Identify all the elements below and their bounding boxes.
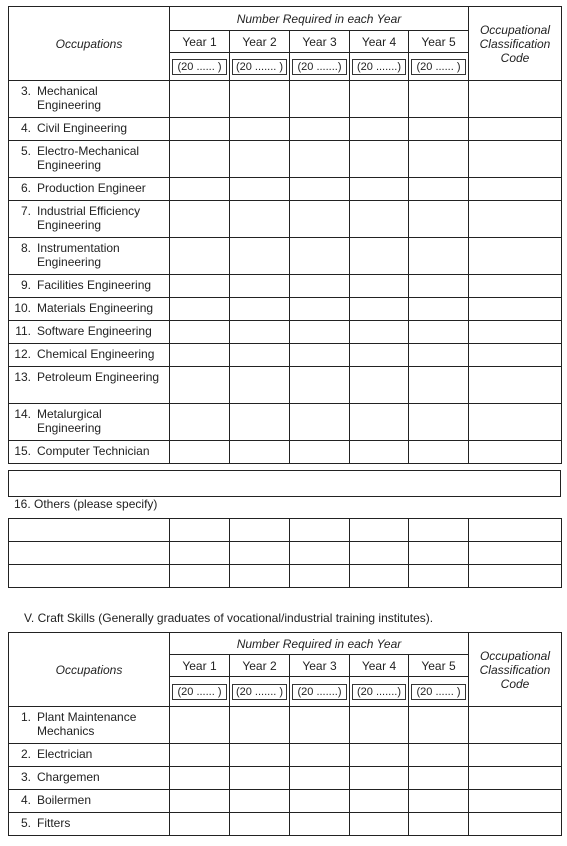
section-v-heading: V. Craft Skills (Generally graduates of vocational/industrial training institutes). [24, 611, 434, 625]
classification-code-cell[interactable] [469, 813, 562, 836]
year-1-entry-cell[interactable] [170, 707, 230, 744]
occupation-label: Chargemen [37, 770, 100, 784]
occupation-label: Mechanical Engineering [37, 84, 102, 112]
row-number: 5. [20, 816, 31, 830]
year-1-entry-cell[interactable] [170, 81, 230, 118]
year-2-fill-text: (20 ....... ) [232, 684, 287, 700]
year-3-entry-cell[interactable] [290, 141, 350, 178]
year-2-input[interactable] [230, 677, 290, 707]
occupation-label: Computer Technician [37, 444, 150, 458]
year-5-entry-cell[interactable] [409, 321, 469, 344]
year-2-entry-cell[interactable] [230, 404, 290, 441]
occupation-label: Boilermen [37, 793, 92, 807]
row-number: 14. [14, 407, 31, 421]
classification-code-cell[interactable] [469, 707, 562, 744]
year-3-entry-cell[interactable] [290, 404, 350, 441]
year-3-entry-cell[interactable] [290, 744, 350, 767]
year-1-entry-cell[interactable] [170, 744, 230, 767]
year-1-entry-cell[interactable] [170, 813, 230, 836]
year-1-input[interactable] [170, 677, 230, 707]
classification-code-cell[interactable] [469, 141, 562, 178]
others-specify-cell[interactable] [9, 565, 170, 588]
year-4-entry-cell[interactable] [350, 790, 409, 813]
year-1-fill-text: (20 ...... ) [172, 684, 227, 700]
others-label: 16. Others (please specify) [14, 497, 158, 511]
year-1-entry-cell[interactable] [170, 790, 230, 813]
year-2-entry-cell[interactable] [230, 707, 290, 744]
classification-code-cell[interactable] [469, 321, 562, 344]
year-1-entry-cell[interactable] [170, 565, 230, 588]
year-4-entry-cell[interactable] [350, 707, 409, 744]
classification-code-cell[interactable] [469, 275, 562, 298]
occupation-label-cell [9, 141, 170, 178]
year-4-entry-cell[interactable] [350, 344, 409, 367]
table-row [9, 238, 562, 275]
year-4-entry-cell[interactable] [350, 744, 409, 767]
occupation-label-cell [9, 767, 170, 790]
year-3-entry-cell[interactable] [290, 367, 350, 404]
occupation-label: Electrician [37, 747, 93, 761]
year-5-entry-cell[interactable] [409, 519, 469, 542]
year-5-entry-cell[interactable] [409, 744, 469, 767]
year-4-entry-cell[interactable] [350, 201, 409, 238]
year-5-entry-cell[interactable] [409, 790, 469, 813]
row-number: 8. [20, 241, 31, 255]
others-row [9, 519, 562, 542]
occupational-classification-code-header: Occupational Classification Code [469, 7, 562, 81]
year-3-entry-cell[interactable] [290, 275, 350, 298]
year-5-entry-cell[interactable] [409, 118, 469, 141]
row-number: 11. [15, 324, 31, 338]
table-row [9, 275, 562, 298]
occupations-table-craft [8, 632, 562, 836]
year-4-entry-cell[interactable] [350, 519, 409, 542]
table-row [9, 767, 562, 790]
occupation-label-cell [9, 441, 170, 464]
year-5-fill-text: (20 ...... ) [411, 684, 466, 700]
blank-row-table [8, 470, 561, 497]
year-1-entry-cell[interactable] [170, 118, 230, 141]
year-1-entry-cell[interactable] [170, 542, 230, 565]
year-4-input[interactable] [350, 677, 409, 707]
occupation-label-cell [9, 238, 170, 275]
year-5-entry-cell[interactable] [409, 813, 469, 836]
year-3-entry-cell[interactable] [290, 441, 350, 464]
classification-code-cell[interactable] [469, 404, 562, 441]
year-2-entry-cell[interactable] [230, 141, 290, 178]
occupation-label-cell [9, 707, 170, 744]
others-row [9, 542, 562, 565]
table-row [9, 367, 562, 404]
year-2-entry-cell[interactable] [230, 367, 290, 404]
year-5-entry-cell[interactable] [409, 298, 469, 321]
occupation-label-cell [9, 118, 170, 141]
table-row [9, 321, 562, 344]
classification-code-cell[interactable] [469, 344, 562, 367]
year-1-entry-cell[interactable] [170, 767, 230, 790]
classification-code-cell[interactable] [469, 767, 562, 790]
classification-code-cell[interactable] [469, 744, 562, 767]
occupations-header: Occupations [9, 7, 170, 81]
occupation-label: Instrumentation Engineering [37, 241, 120, 269]
table-row [9, 744, 562, 767]
year-2-entry-cell[interactable] [230, 441, 290, 464]
occupation-label-cell [9, 81, 170, 118]
year-2-fill-text: (20 ....... ) [232, 59, 287, 75]
year-2-entry-cell[interactable] [230, 565, 290, 588]
year-5-entry-cell[interactable] [409, 141, 469, 178]
year-5-entry-cell[interactable] [409, 404, 469, 441]
year-3-entry-cell[interactable] [290, 178, 350, 201]
year-4-entry-cell[interactable] [350, 298, 409, 321]
year-2-entry-cell[interactable] [230, 542, 290, 565]
year-3-entry-cell[interactable] [290, 707, 350, 744]
year-5-entry-cell[interactable] [409, 767, 469, 790]
occupation-label-cell [9, 298, 170, 321]
others-specify-cell[interactable] [9, 519, 170, 542]
year-3-entry-cell[interactable] [290, 321, 350, 344]
occupation-label-cell [9, 367, 170, 404]
year-2-entry-cell[interactable] [230, 118, 290, 141]
year-5-input[interactable] [409, 677, 469, 707]
year-1-entry-cell[interactable] [170, 141, 230, 178]
row-number: 1. [20, 710, 31, 724]
year-1-input[interactable] [170, 53, 230, 81]
classification-code-cell[interactable] [469, 790, 562, 813]
year-4-entry-cell[interactable] [350, 118, 409, 141]
table-row [9, 201, 562, 238]
year-3-entry-cell[interactable] [290, 81, 350, 118]
year-4-entry-cell[interactable] [350, 81, 409, 118]
year-2-entry-cell[interactable] [230, 201, 290, 238]
number-required-header: Number Required in each Year [170, 7, 469, 31]
row-number: 12. [14, 347, 31, 361]
year-3-fill-text: (20 .......) [292, 684, 347, 700]
others-table [8, 518, 562, 588]
year-5-fill-text: (20 ...... ) [411, 59, 466, 75]
number-required-header: Number Required in each Year [170, 633, 469, 655]
table-row [9, 441, 562, 464]
row-number: 3. [20, 84, 31, 98]
occupation-label: Chemical Engineering [37, 347, 155, 361]
year-5-entry-cell[interactable] [409, 367, 469, 404]
row-number: 5. [20, 144, 31, 158]
year-4-input[interactable] [350, 53, 409, 81]
year-3-fill-text: (20 .......) [292, 59, 347, 75]
table-row [9, 141, 562, 178]
year-2-entry-cell[interactable] [230, 813, 290, 836]
occupations-table-engineering [8, 6, 562, 464]
year-4-fill-text: (20 .......) [352, 59, 406, 75]
year-3-entry-cell[interactable] [290, 201, 350, 238]
occupation-label: Metalurgical Engineering [37, 407, 102, 435]
year-1-header: Year 1 [170, 31, 230, 53]
row-number: 4. [20, 793, 31, 807]
year-4-entry-cell[interactable] [350, 178, 409, 201]
row-number: 7. [20, 204, 31, 218]
year-5-entry-cell[interactable] [409, 565, 469, 588]
year-4-header: Year 4 [350, 655, 409, 677]
row-number: 13. [14, 370, 31, 384]
year-5-entry-cell[interactable] [409, 707, 469, 744]
year-3-entry-cell[interactable] [290, 790, 350, 813]
year-2-entry-cell[interactable] [230, 744, 290, 767]
year-4-entry-cell[interactable] [350, 542, 409, 565]
year-5-entry-cell[interactable] [409, 81, 469, 118]
others-specify-cell[interactable] [9, 542, 170, 565]
year-1-entry-cell[interactable] [170, 201, 230, 238]
year-3-input[interactable] [290, 677, 350, 707]
year-1-entry-cell[interactable] [170, 178, 230, 201]
occupation-label: Materials Engineering [37, 301, 154, 315]
year-1-entry-cell[interactable] [170, 321, 230, 344]
occupations-header: Occupations [9, 633, 170, 707]
year-5-entry-cell[interactable] [409, 542, 469, 565]
occupation-label-cell [9, 790, 170, 813]
year-4-entry-cell[interactable] [350, 367, 409, 404]
year-1-header: Year 1 [170, 655, 230, 677]
year-4-entry-cell[interactable] [350, 141, 409, 178]
year-2-entry-cell[interactable] [230, 790, 290, 813]
year-2-entry-cell[interactable] [230, 178, 290, 201]
table-row [9, 118, 562, 141]
year-4-entry-cell[interactable] [350, 404, 409, 441]
year-4-entry-cell[interactable] [350, 565, 409, 588]
year-2-entry-cell[interactable] [230, 81, 290, 118]
classification-code-cell[interactable] [469, 238, 562, 275]
occupation-label: Software Engineering [37, 324, 152, 338]
year-2-entry-cell[interactable] [230, 298, 290, 321]
table-row [9, 81, 562, 118]
row-number: 2. [20, 747, 31, 761]
year-5-header: Year 5 [409, 655, 469, 677]
classification-code-cell[interactable] [469, 542, 562, 565]
classification-code-cell[interactable] [469, 519, 562, 542]
year-5-entry-cell[interactable] [409, 344, 469, 367]
year-5-entry-cell[interactable] [409, 275, 469, 298]
row-number: 4. [20, 121, 31, 135]
year-1-entry-cell[interactable] [170, 441, 230, 464]
year-3-entry-cell[interactable] [290, 767, 350, 790]
occupation-label-cell [9, 344, 170, 367]
occupation-label-cell [9, 744, 170, 767]
occupation-label: Electro-Mechanical Engineering [37, 144, 140, 172]
year-3-entry-cell[interactable] [290, 298, 350, 321]
year-3-header: Year 3 [290, 31, 350, 53]
year-2-entry-cell[interactable] [230, 767, 290, 790]
year-4-header: Year 4 [350, 31, 409, 53]
year-3-header: Year 3 [290, 655, 350, 677]
year-2-entry-cell[interactable] [230, 321, 290, 344]
year-2-entry-cell[interactable] [230, 519, 290, 542]
row-number: 9. [20, 278, 31, 292]
classification-code-cell[interactable] [469, 118, 562, 141]
year-1-entry-cell[interactable] [170, 275, 230, 298]
occupational-classification-code-header: Occupational Classification Code [469, 633, 562, 707]
year-4-entry-cell[interactable] [350, 238, 409, 275]
classification-code-cell[interactable] [469, 298, 562, 321]
occupation-label: Fitters [37, 816, 71, 830]
occupation-label: Production Engineer [37, 181, 146, 195]
occupation-label: Plant Maintenance Mechanics [37, 710, 137, 738]
year-1-entry-cell[interactable] [170, 238, 230, 275]
occupation-label-cell [9, 404, 170, 441]
row-number: 6. [20, 181, 31, 195]
occupation-label-cell [9, 178, 170, 201]
year-4-entry-cell[interactable] [350, 275, 409, 298]
table-row [9, 790, 562, 813]
row-number: 3. [20, 770, 31, 784]
occupation-label: Petroleum Engineering [37, 370, 160, 384]
classification-code-cell[interactable] [469, 178, 562, 201]
year-2-entry-cell[interactable] [230, 238, 290, 275]
classification-code-cell[interactable] [469, 441, 562, 464]
occupation-label-cell [9, 813, 170, 836]
year-1-entry-cell[interactable] [170, 344, 230, 367]
others-row [9, 565, 562, 588]
occupation-label: Industrial Efficiency Engineering [37, 204, 141, 232]
occupation-label-cell [9, 201, 170, 238]
table-row [9, 178, 562, 201]
year-4-entry-cell[interactable] [350, 441, 409, 464]
year-3-entry-cell[interactable] [290, 565, 350, 588]
year-2-header: Year 2 [230, 31, 290, 53]
year-3-entry-cell[interactable] [290, 519, 350, 542]
year-1-entry-cell[interactable] [170, 298, 230, 321]
table-row [9, 344, 562, 367]
classification-code-cell[interactable] [469, 565, 562, 588]
table-row [9, 298, 562, 321]
year-5-input[interactable] [409, 53, 469, 81]
occupation-label: Facilities Engineering [37, 278, 152, 292]
classification-code-cell[interactable] [469, 81, 562, 118]
classification-code-cell[interactable] [469, 201, 562, 238]
table-row [9, 813, 562, 836]
year-2-header: Year 2 [230, 655, 290, 677]
row-number: 15. [14, 444, 31, 458]
year-5-entry-cell[interactable] [409, 201, 469, 238]
year-4-entry-cell[interactable] [350, 813, 409, 836]
year-3-entry-cell[interactable] [290, 238, 350, 275]
year-4-fill-text: (20 .......) [352, 684, 406, 700]
year-1-entry-cell[interactable] [170, 519, 230, 542]
table-row [9, 404, 562, 441]
occupation-label: Civil Engineering [37, 121, 128, 135]
year-1-fill-text: (20 ...... ) [172, 59, 227, 75]
year-3-entry-cell[interactable] [290, 542, 350, 565]
year-5-entry-cell[interactable] [409, 238, 469, 275]
table-row [9, 707, 562, 744]
row-number: 10. [14, 301, 31, 315]
year-2-entry-cell[interactable] [230, 344, 290, 367]
year-3-entry-cell[interactable] [290, 118, 350, 141]
year-5-entry-cell[interactable] [409, 178, 469, 201]
year-5-entry-cell[interactable] [409, 441, 469, 464]
year-2-input[interactable] [230, 53, 290, 81]
year-4-entry-cell[interactable] [350, 321, 409, 344]
year-5-header: Year 5 [409, 31, 469, 53]
year-3-input[interactable] [290, 53, 350, 81]
year-2-entry-cell[interactable] [230, 275, 290, 298]
year-4-entry-cell[interactable] [350, 767, 409, 790]
occupation-label-cell [9, 275, 170, 298]
occupation-label-cell [9, 321, 170, 344]
year-3-entry-cell[interactable] [290, 344, 350, 367]
year-3-entry-cell[interactable] [290, 813, 350, 836]
year-1-entry-cell[interactable] [170, 367, 230, 404]
blank-row[interactable] [9, 471, 561, 497]
classification-code-cell[interactable] [469, 367, 562, 404]
year-1-entry-cell[interactable] [170, 404, 230, 441]
